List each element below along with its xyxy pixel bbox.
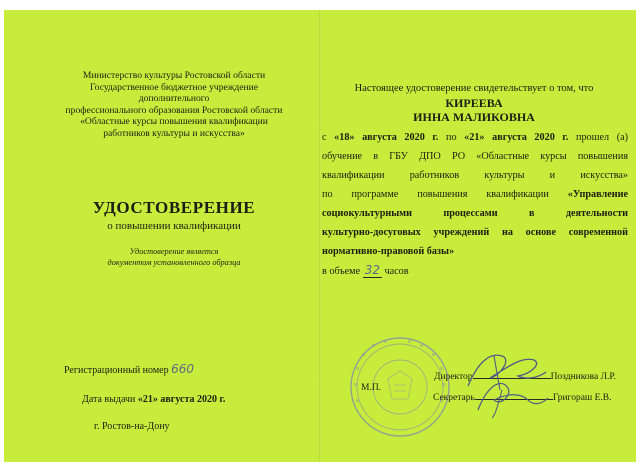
- secretary-signature: [472, 370, 552, 420]
- ministry-line: «Областные курсы повышения квалификации: [80, 116, 268, 127]
- hours-value: 32: [364, 263, 380, 277]
- certificate-document: [4, 10, 636, 462]
- course-period-line: [322, 130, 628, 145]
- page-fold: [319, 10, 321, 462]
- program-title-line: нормативно-правовой базы»: [322, 246, 455, 257]
- issue-date-row: [82, 394, 225, 405]
- body-line: квалификации работников культуры и искусства»: [322, 170, 628, 181]
- text: прошел (а): [576, 132, 628, 143]
- note-line: Удостоверение является: [129, 247, 219, 256]
- holder-given-name: ИННА МАЛИКОВНА: [413, 109, 535, 124]
- certificate-statement: Настоящее удостоверение свидетельствует о том, что: [354, 83, 594, 94]
- body-line: обучение в ГБУ ДПО РО «Областные курсы повышения: [322, 151, 628, 162]
- registration-number-row: [64, 362, 194, 376]
- program-title-start: «Управление: [567, 189, 628, 200]
- issue-date-value: «21» августа 2020 г.: [137, 394, 226, 405]
- start-date: «18» августа 2020 г.: [334, 132, 439, 143]
- document-subtitle: о повышении квалификации: [107, 220, 241, 232]
- text: по: [446, 132, 457, 143]
- issue-city: г. Ростов-на-Дону: [94, 421, 170, 432]
- ministry-line: работников культуры и искусства»: [103, 127, 245, 139]
- ministry-line: Государственное бюджетное учреждение дополнительного: [89, 81, 259, 104]
- holder-surname: КИРЕЕВА: [445, 96, 503, 110]
- director-name: Поздникова Л.Р.: [550, 372, 616, 382]
- seal-place-label: М.П.: [361, 383, 382, 393]
- text: в объеме: [322, 266, 361, 277]
- program-line: [322, 187, 628, 202]
- program-title-line: культурно-досуговых учреждений на основе современной: [322, 227, 628, 238]
- text: часов: [384, 266, 409, 277]
- holder-name: [324, 97, 624, 124]
- text: по программе повышения квалификации: [322, 189, 549, 200]
- registration-label: Регистрационный номер: [64, 365, 169, 376]
- director-label: Директор: [434, 372, 473, 382]
- registration-number: 660: [171, 362, 195, 376]
- ministry-line: профессионального образования Ростовской области: [65, 104, 283, 116]
- secretary-name: Григораш Е.В.: [552, 393, 612, 403]
- document-title: УДОСТОВЕРЕНИЕ: [92, 198, 256, 217]
- official-form-note: [44, 247, 304, 268]
- ministry-line: Министерство культуры Ростовской области: [82, 70, 266, 81]
- hours-line: [322, 263, 628, 279]
- program-title-line: социокультурными процессами в деятельности: [322, 208, 628, 219]
- text: с: [322, 132, 327, 143]
- note-line: документом установленного образца: [107, 257, 241, 267]
- ministry-block: [54, 70, 294, 139]
- secretary-label: Секретарь: [433, 393, 475, 403]
- end-date: «21» августа 2020 г.: [464, 132, 569, 143]
- issue-date-label: Дата выдачи: [82, 394, 136, 405]
